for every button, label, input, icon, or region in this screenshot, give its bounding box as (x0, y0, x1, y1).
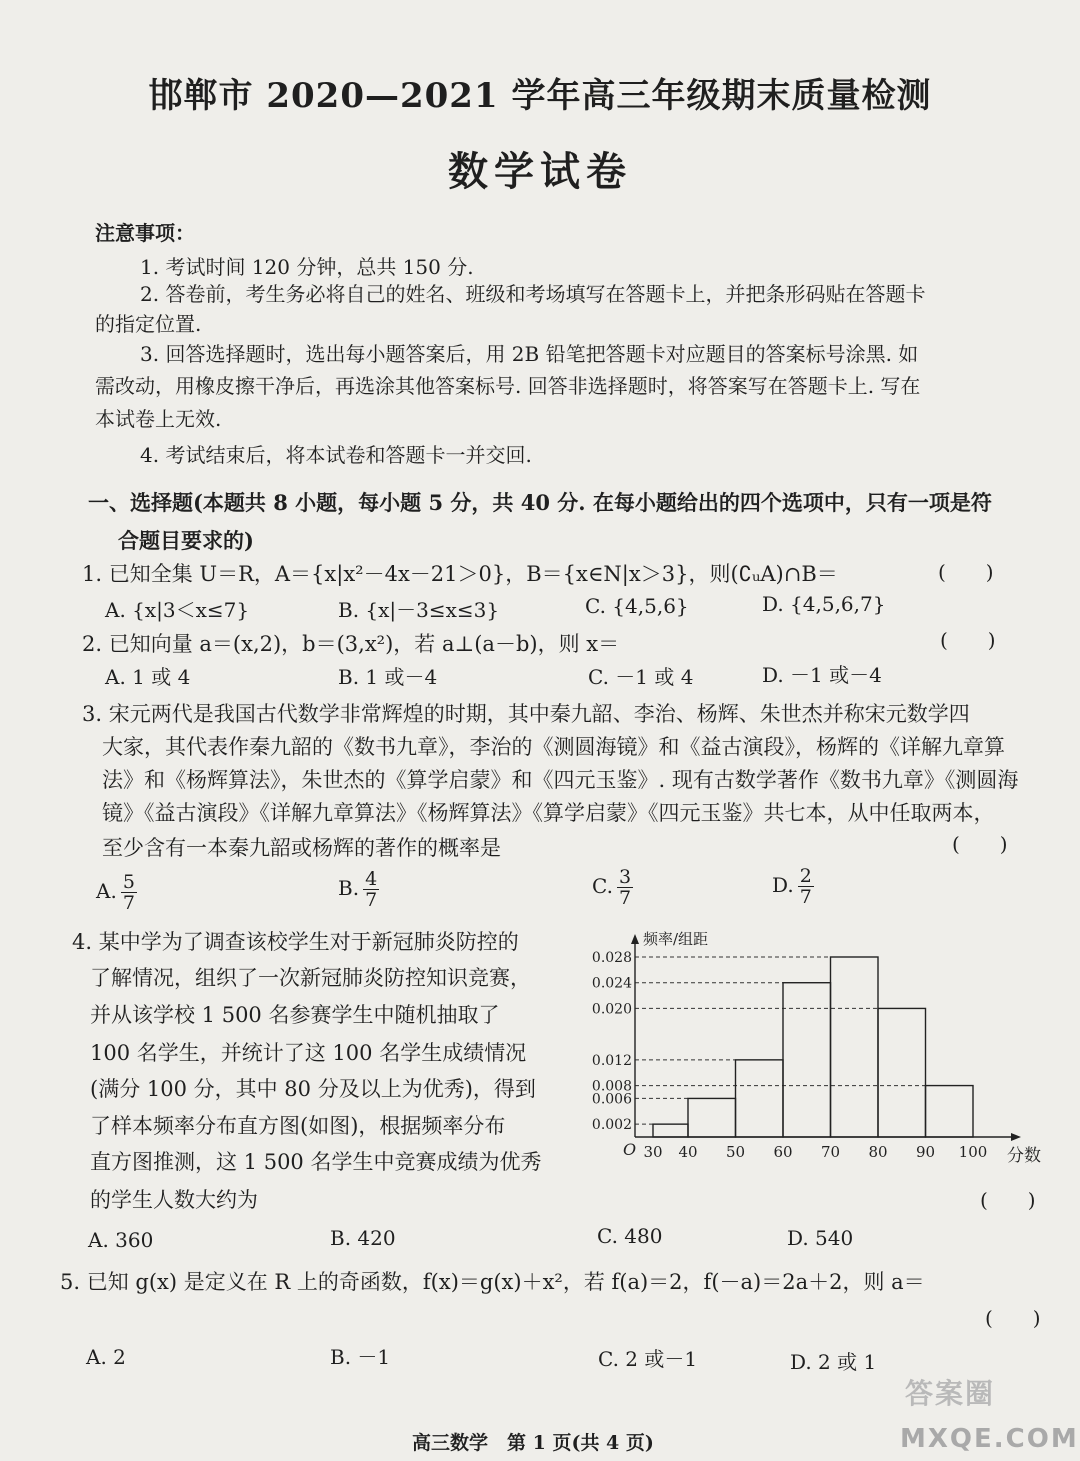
q1-option-d: D. {4,5,6,7} (762, 592, 886, 616)
q1-option-a: A. {x|3＜x≤7} (105, 598, 250, 622)
q5-option-b: B. －1 (330, 1345, 391, 1369)
q4-line-2: 了解情况，组织了一次新冠肺炎防控知识竞赛， (90, 966, 531, 990)
notice-item-3b: 需改动，用橡皮擦干净后，再选涂其他答案标号. 回答非选择题时，将答案写在答题卡上. 写在 (95, 374, 921, 398)
q1-option-b: B. {x|－3≤x≤3} (338, 598, 500, 622)
q3-option-b-label: B. (338, 876, 360, 900)
notice-item-4: 4. 考试结束后，将本试卷和答题卡一并交回. (140, 443, 532, 467)
x-tick-label: 100 (958, 1143, 988, 1161)
q3-line-2: 大家，其代表作秦九韶的《数书九章》，李治的《测圆海镜》和《益古演段》，杨辉的《详解九章算 (102, 735, 1005, 759)
q4-answer-blank: ( ) (980, 1188, 1036, 1212)
q1-stem: 1. 已知全集 U＝R，A＝{x|x²－4x－21＞0}，B＝{x∈N|x＞3}，则(∁ᵤA)∩B＝ (82, 562, 838, 586)
histogram-bar (736, 1060, 784, 1137)
histogram-bar (878, 1008, 926, 1137)
notice-item-3a: 3. 回答选择题时，选出每小题答案后，用 2B 铅笔把答题卡对应题目的答案标号涂黑. 如 (140, 342, 919, 366)
q5-stem: 5. 已知 g(x) 是定义在 R 上的奇函数，f(x)＝g(x)＋x²，若 f(a)＝2，f(－a)＝2a＋2，则 a＝ (60, 1270, 925, 1294)
q3-option-a (96, 872, 137, 913)
y-tick-label: 0.024 (591, 975, 632, 992)
y-tick-label: 0.020 (591, 1001, 632, 1018)
q3-line-5: 至少含有一本秦九韶或杨辉的著作的概率是 (102, 836, 501, 860)
y-axis-arrow-icon (631, 934, 639, 944)
x-tick-label: 30 (643, 1143, 663, 1161)
q3-answer-blank: ( ) (952, 832, 1008, 856)
y-axis-title: 频率/组距 (643, 930, 709, 948)
q2-option-d: D. －1 或－4 (762, 663, 882, 687)
x-axis-arrow-icon (1011, 1133, 1021, 1141)
q3-option-c-denominator: 7 (618, 887, 632, 909)
q4-option-a: A. 360 (88, 1228, 154, 1252)
q4-option-d: D. 540 (787, 1226, 854, 1250)
q3-option-b (338, 869, 379, 910)
q4-option-c: C. 480 (597, 1224, 663, 1248)
q4-line-8: 的学生人数大约为 (90, 1188, 258, 1212)
q3-option-c-label: C. (592, 874, 613, 898)
x-tick-label: 80 (868, 1143, 888, 1161)
q4-line-1: 4. 某中学为了调查该校学生对于新冠肺炎防控的 (72, 930, 519, 954)
histogram-bar (926, 1086, 974, 1137)
q2-option-c: C. －1 或 4 (588, 665, 694, 689)
q5-option-c: C. 2 或－1 (598, 1347, 698, 1371)
q1-option-c: C. {4,5,6} (585, 594, 689, 618)
q3-option-d-denominator: 7 (799, 886, 812, 908)
q4-line-7: 直方图推测，这 1 500 名学生中竞赛成绩为优秀 (90, 1150, 542, 1174)
histogram-bar (831, 957, 879, 1137)
y-tick-label: 0.002 (591, 1117, 632, 1134)
y-tick-label: 0.028 (591, 950, 632, 966)
exam-subtitle: 数学试卷 (448, 148, 632, 195)
x-tick-label: 60 (773, 1143, 793, 1161)
q3-option-b-numerator: 4 (365, 868, 378, 890)
section1-heading: 一、选择题(本题共 8 小题，每小题 5 分，共 40 分. 在每小题给出的四个选项中，只有一项是符 (88, 490, 992, 515)
q4-option-b: B. 420 (330, 1226, 396, 1250)
notice-item-1: 1. 考试时间 120 分钟，总共 150 分. (140, 255, 474, 279)
q2-option-b: B. 1 或－4 (338, 665, 438, 689)
watermark-logo-text: 答案圈 (905, 1377, 996, 1410)
q5-answer-blank: ( ) (985, 1306, 1041, 1330)
q2-option-a: A. 1 或 4 (105, 665, 191, 689)
watermark-url: MXQE.COM (900, 1424, 1079, 1454)
q3-option-d-label: D. (772, 873, 794, 897)
exam-title: 邯郸市 2020—2021 学年高三年级期末质量检测 (148, 76, 932, 116)
q5-option-a: A. 2 (86, 1345, 126, 1369)
q3-line-3: 法》和《杨辉算法》，朱世杰的《算学启蒙》和《四元玉鉴》. 现有古数学著作《数书九章》《测圆海 (102, 768, 1019, 792)
x-tick-label: 50 (725, 1143, 746, 1161)
y-tick-label: 0.012 (591, 1052, 632, 1069)
q3-line-1: 3. 宋元两代是我国古代数学非常辉煌的时期，其中秦九韶、李治、杨辉、朱世杰并称宋元数学四 (82, 702, 970, 726)
q3-option-a-numerator: 5 (122, 871, 135, 893)
q3-line-4: 镜》《益古演段》《详解九章算法》《杨辉算法》《算学启蒙》《四元玉鉴》共七本，从中任取两本， (102, 801, 995, 825)
x-tick-label: 40 (678, 1143, 698, 1161)
q4-line-3: 并从该学校 1 500 名参赛学生中随机抽取了 (90, 1003, 500, 1027)
q3-option-a-denominator: 7 (122, 892, 135, 914)
origin-label: O (623, 1140, 637, 1159)
q3-option-d-fraction (798, 866, 814, 907)
x-tick-label: 70 (820, 1143, 841, 1161)
q3-option-b-denominator: 7 (365, 889, 378, 911)
q3-option-a-label: A. (96, 879, 117, 903)
notice-item-2b: 的指定位置. (95, 312, 202, 336)
frequency-histogram (585, 922, 1050, 1172)
q5-option-d: D. 2 或 1 (790, 1350, 877, 1374)
histogram-bar (653, 1124, 688, 1137)
histogram-bar (688, 1098, 736, 1137)
notice-heading: 注意事项： (95, 221, 195, 245)
page-footer: 高三数学 第 1 页(共 4 页) (412, 1432, 654, 1454)
q4-line-5: (满分 100 分，其中 80 分及以上为优秀)，得到 (90, 1077, 536, 1101)
section1-heading-cont: 合题目要求的) (118, 528, 254, 553)
q2-answer-blank: ( ) (940, 628, 996, 652)
x-axis-title: 分数 (1007, 1146, 1041, 1166)
y-tick-label: 0.008 (591, 1078, 632, 1095)
q3-option-d (772, 866, 814, 907)
q2-stem: 2. 已知向量 a＝(x,2)，b＝(3,x²)，若 a⊥(a－b)，则 x＝ (82, 632, 620, 656)
q3-option-c-fraction (617, 867, 633, 908)
q1-answer-blank: ( ) (938, 560, 994, 584)
q4-line-6: 了样本频率分布直方图(如图)，根据频率分布 (90, 1114, 506, 1138)
q3-option-b-fraction (363, 869, 379, 910)
q3-option-a-fraction (121, 872, 137, 913)
q3-option-c-numerator: 3 (618, 866, 632, 888)
notice-item-2a: 2. 答卷前，考生务必将自己的姓名、班级和考场填写在答题卡上，并把条形码贴在答题卡 (140, 282, 926, 306)
q3-option-d-numerator: 2 (799, 865, 812, 887)
q4-line-4: 100 名学生，并统计了这 100 名学生成绩情况 (90, 1041, 527, 1065)
q3-option-c (592, 867, 633, 908)
notice-item-3c: 本试卷上无效. (95, 407, 222, 431)
y-tick-label: 0.006 (591, 1091, 632, 1108)
histogram-bar (783, 983, 831, 1137)
x-tick-label: 90 (915, 1143, 936, 1161)
